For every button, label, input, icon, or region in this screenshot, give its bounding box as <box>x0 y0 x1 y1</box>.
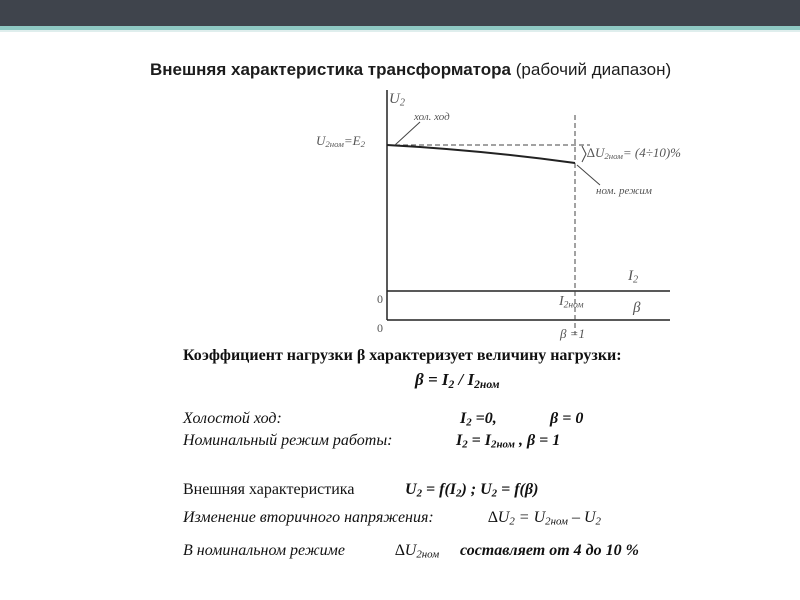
beta-formula: $\beta = I_2 / I_{2ном}$ <box>415 370 500 391</box>
nominal-mode-range: составляет от 4 до 10 % <box>460 542 639 559</box>
delta-u-label: $\Delta U_{2ном}= (4\div 10)\%$ <box>587 145 682 162</box>
beta-one-label: β =1 <box>560 326 585 341</box>
external-characteristic-curve <box>387 145 575 163</box>
u2nom-label: $U_{2ном}=E_2$ <box>316 133 366 150</box>
slide-title-bold: Внешняя характеристика трансформатора <box>150 60 512 79</box>
external-characteristic-label: Внешняя характеристика <box>183 481 355 498</box>
nominal-mode-formula: $\Delta U_{2ном}$ <box>395 542 440 561</box>
external-characteristic-formula: $U_2 = f(I_2)$ ; $U_2 = f(\beta)$ <box>405 481 539 500</box>
i2nom-label: $I_{2ном}$ <box>559 294 584 311</box>
idle-beta-value: β = 0 <box>550 410 584 427</box>
secondary-change-formula: $\Delta U_2 = U_{2ном} - U_2$ <box>488 509 601 528</box>
zero-bottom-label: 0 <box>377 321 383 335</box>
nominal-leader-line <box>577 165 600 185</box>
nominal-label: Номинальный режим работы: <box>183 432 393 449</box>
idle-label: Холостой ход: <box>183 410 282 427</box>
slide-title-normal: (рабочий диапазон) <box>515 60 672 79</box>
nominal-mode-text: В номинальном режиме <box>183 542 345 559</box>
zero-top-label: 0 <box>377 292 383 306</box>
i2-axis-label: $I_2$ <box>628 268 639 286</box>
idle-leader-line <box>395 122 420 145</box>
load-factor-sentence: Коэффициент нагрузки β характеризует величину нагрузки: <box>183 347 622 364</box>
nominal-mode-diagram-label: ном. режим <box>596 185 652 197</box>
idle-mode-label: хол. ход <box>414 111 450 123</box>
beta-axis-label: β <box>633 300 641 316</box>
nominal-formula: $I_2 = I_{2ном}$ , β = 1 <box>456 432 561 451</box>
delta-u-brace <box>582 146 586 162</box>
secondary-change-label: Изменение вторичного напряжения: <box>183 509 434 526</box>
y-axis-label: $U_2$ <box>389 91 405 109</box>
idle-current-value: $I_2 =0$, <box>460 410 497 429</box>
